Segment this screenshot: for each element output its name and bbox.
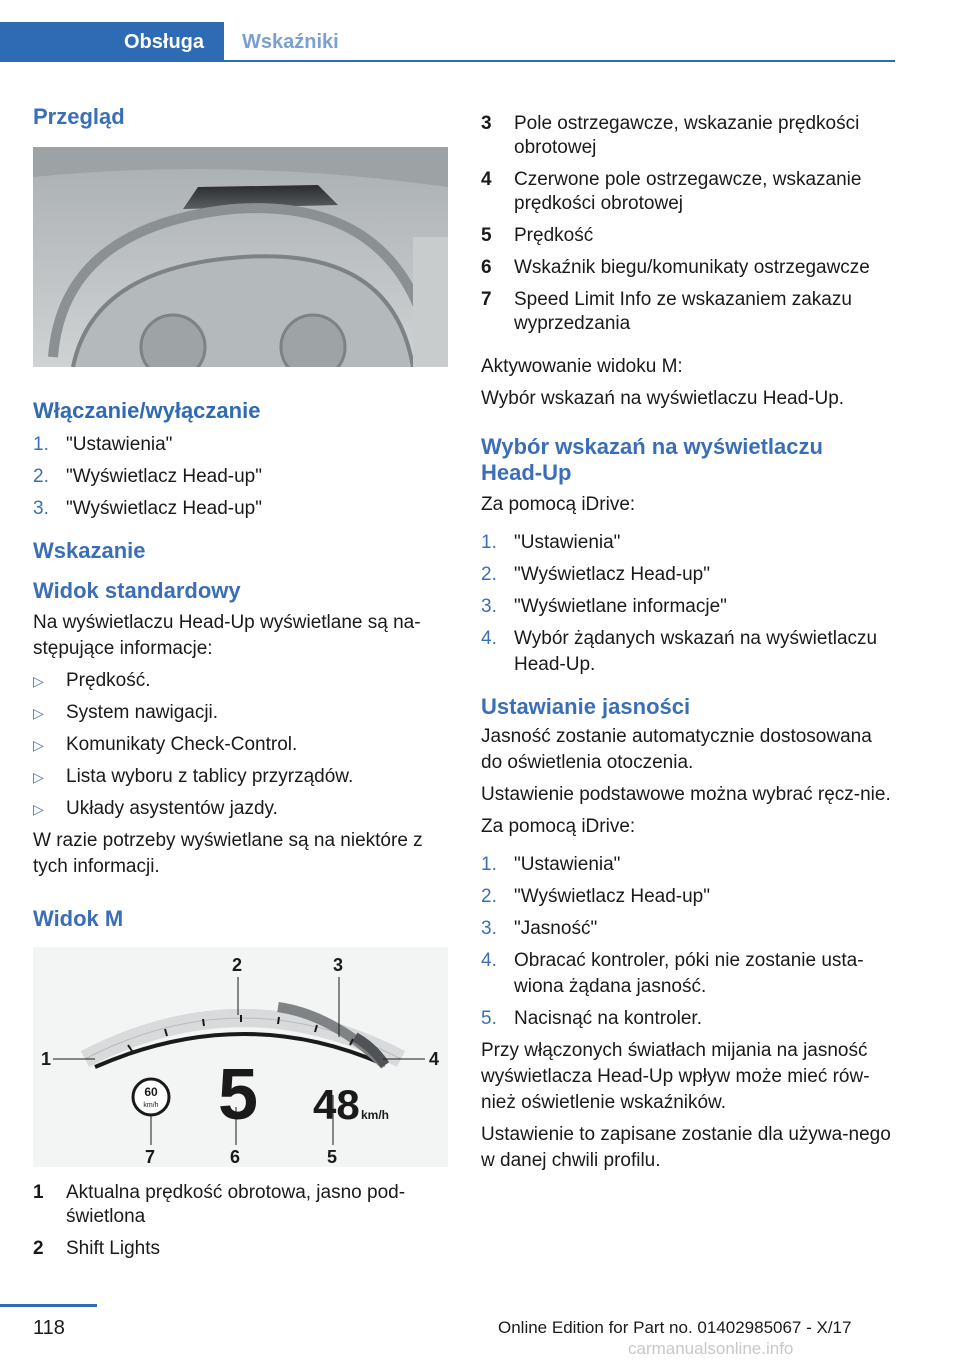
list-item	[33, 764, 448, 790]
list-item	[33, 796, 448, 822]
legend-item	[33, 1181, 448, 1229]
item-text: System nawigacji.	[66, 702, 219, 723]
legend-text: Czerwone pole ostrzegawcze, wskazanie prędkości obrotowej	[514, 169, 862, 214]
list-item	[33, 700, 448, 726]
page-number: 118	[33, 1317, 65, 1339]
select-display-heading: Wybór wskazań na wyświetlaczu Head-Up	[481, 434, 823, 485]
step-number: 1.	[481, 854, 497, 875]
list-item	[481, 1006, 895, 1032]
callout-6: 6	[230, 1147, 241, 1167]
step-text: "Wyświetlacz Head-up"	[66, 498, 262, 519]
step-number: 3.	[481, 918, 497, 939]
legend-text: Prędkość	[514, 225, 594, 246]
step-number: 5.	[481, 1008, 497, 1029]
list-item	[33, 668, 448, 694]
step-number: 2.	[481, 564, 497, 585]
triangle-bullet-icon: ▷	[33, 705, 44, 721]
triangle-bullet-icon: ▷	[33, 801, 44, 817]
brightness-paragraph-4: Ustawienie to zapisane zostanie dla używa-nego w danej chwili profilu.	[481, 1124, 891, 1171]
speed-limit-unit: km/h	[143, 1102, 159, 1109]
step-number: 1.	[33, 434, 49, 455]
legend-item	[481, 168, 895, 216]
step-text: "Wyświetlane informacje"	[514, 596, 727, 617]
callout-5: 5	[327, 1147, 338, 1167]
hud-photo	[33, 147, 448, 367]
callout-1: 1	[41, 1049, 52, 1069]
item-text: Prędkość.	[66, 670, 151, 691]
callout-7: 7	[145, 1147, 156, 1167]
standard-intro: Na wyświetlaczu Head-Up wyświetlane są na-stępujące informacje:	[33, 612, 421, 659]
step-text: "Ustawienia"	[514, 854, 621, 875]
activate-m-description: Wybór wskazań na wyświetlaczu Head-Up.	[481, 388, 845, 409]
standard-note: W razie potrzeby wyświetlane są na niektóre z tych informacji.	[33, 830, 423, 877]
triangle-bullet-icon: ▷	[33, 673, 44, 689]
step-number: 4.	[481, 628, 497, 649]
brightness-intro: Za pomocą iDrive:	[481, 816, 636, 837]
m-view-diagram	[33, 947, 448, 1167]
list-item	[33, 464, 448, 490]
callout-3: 3	[333, 955, 344, 975]
step-number: 3.	[481, 596, 497, 617]
step-text: Obracać kontroler, póki nie zostanie usta-wiona żądana jasność.	[514, 950, 864, 997]
list-item	[481, 948, 895, 1000]
item-text: Układy asystentów jazdy.	[66, 798, 278, 819]
tab-obsluga[interactable]: Obsługa	[0, 22, 224, 62]
activate-m-label: Aktywowanie widoku M:	[481, 356, 683, 377]
step-text: "Wyświetlacz Head-up"	[514, 886, 710, 907]
legend-key: 6	[481, 257, 492, 278]
callout-4: 4	[429, 1049, 440, 1069]
legend-item	[33, 1237, 448, 1261]
legend-item	[481, 256, 895, 280]
list-item	[33, 432, 448, 458]
m-view-heading: Widok M	[33, 906, 124, 931]
legend-key: 2	[33, 1238, 44, 1259]
left-column	[33, 100, 448, 1269]
step-text: "Ustawienia"	[66, 434, 173, 455]
standard-view-heading: Widok standardowy	[33, 578, 241, 603]
brightness-paragraph-2: Ustawienie podstawowe można wybrać ręcz-nie.	[481, 784, 891, 805]
legend-text: Pole ostrzegawcze, wskazanie prędkości obrotowej	[514, 113, 860, 158]
edition-info: Online Edition for Part no. 01402985067 - X/17	[498, 1318, 852, 1337]
header-tabs	[0, 0, 895, 62]
speed-unit: km/h	[361, 1108, 390, 1122]
list-item	[481, 562, 895, 588]
overview-heading: Przegląd	[33, 104, 125, 129]
legend-text: Wskaźnik biegu/komunikaty ostrzegawcze	[514, 257, 870, 278]
speed-limit-value: 60	[144, 1085, 158, 1099]
m-view-legend-right	[481, 112, 895, 336]
legend-key: 1	[33, 1182, 44, 1203]
step-text: Nacisnąć na kontroler.	[514, 1008, 702, 1029]
callout-2: 2	[232, 955, 243, 975]
legend-text: Shift Lights	[66, 1238, 160, 1259]
item-text: Komunikaty Check-Control.	[66, 734, 298, 755]
list-item	[33, 732, 448, 758]
item-text: Lista wyboru z tablicy przyrządów.	[66, 766, 354, 787]
brightness-paragraph-3: Przy włączonych światłach mijania na jasność wyświetlacza Head-Up wpływ może mieć rów-nież oświetlenie wskaźników.	[481, 1040, 870, 1113]
legend-key: 7	[481, 289, 492, 310]
step-text: "Jasność"	[514, 918, 598, 939]
legend-text: Aktualna prędkość obrotowa, jasno pod-świetlona	[66, 1182, 406, 1227]
legend-text: Speed Limit Info ze wskazaniem zakazu wyprzedzania	[514, 289, 852, 334]
step-number: 4.	[481, 950, 497, 971]
step-number: 2.	[33, 466, 49, 487]
standard-items	[33, 668, 448, 822]
hud-photo-image	[33, 147, 448, 367]
step-number: 1.	[481, 532, 497, 553]
select-steps	[481, 530, 895, 678]
list-item	[481, 530, 895, 556]
onoff-heading: Włączanie/wyłączanie	[33, 398, 261, 423]
list-item	[481, 884, 895, 910]
legend-key: 5	[481, 225, 492, 246]
display-heading: Wskazanie	[33, 538, 146, 563]
triangle-bullet-icon: ▷	[33, 769, 44, 785]
brightness-paragraph-1: Jasność zostanie automatycznie dostosowana do oświetlenia otoczenia.	[481, 726, 872, 773]
right-column	[481, 112, 895, 1174]
step-text: Wybór żądanych wskazań na wyświetlaczu Head-Up.	[514, 628, 878, 675]
legend-item	[481, 112, 895, 160]
m-view-figure	[33, 947, 448, 1167]
list-item	[481, 594, 895, 620]
legend-key: 3	[481, 113, 492, 134]
footer-divider	[0, 1304, 97, 1307]
select-intro: Za pomocą iDrive:	[481, 494, 636, 515]
header-divider	[0, 60, 895, 62]
brightness-heading: Ustawianie jasności	[481, 694, 691, 719]
legend-key: 4	[481, 169, 492, 190]
gear-indicator: 5	[218, 1055, 259, 1135]
watermark: carmanualsonline.info	[628, 1339, 794, 1358]
step-text: "Ustawienia"	[514, 532, 621, 553]
list-item	[33, 496, 448, 522]
list-item	[481, 852, 895, 878]
brightness-steps	[481, 852, 895, 1032]
step-number: 2.	[481, 886, 497, 907]
triangle-bullet-icon: ▷	[33, 737, 44, 753]
list-item	[481, 916, 895, 942]
onoff-steps	[33, 432, 448, 522]
legend-item	[481, 288, 895, 336]
step-text: "Wyświetlacz Head-up"	[66, 466, 262, 487]
m-view-legend-left	[33, 1181, 448, 1261]
speed-value: 48	[313, 1081, 360, 1128]
step-number: 3.	[33, 498, 49, 519]
legend-item	[481, 224, 895, 248]
tab-wskazniki[interactable]: Wskaźniki	[242, 30, 339, 53]
list-item	[481, 626, 895, 678]
step-text: "Wyświetlacz Head-up"	[514, 564, 710, 585]
